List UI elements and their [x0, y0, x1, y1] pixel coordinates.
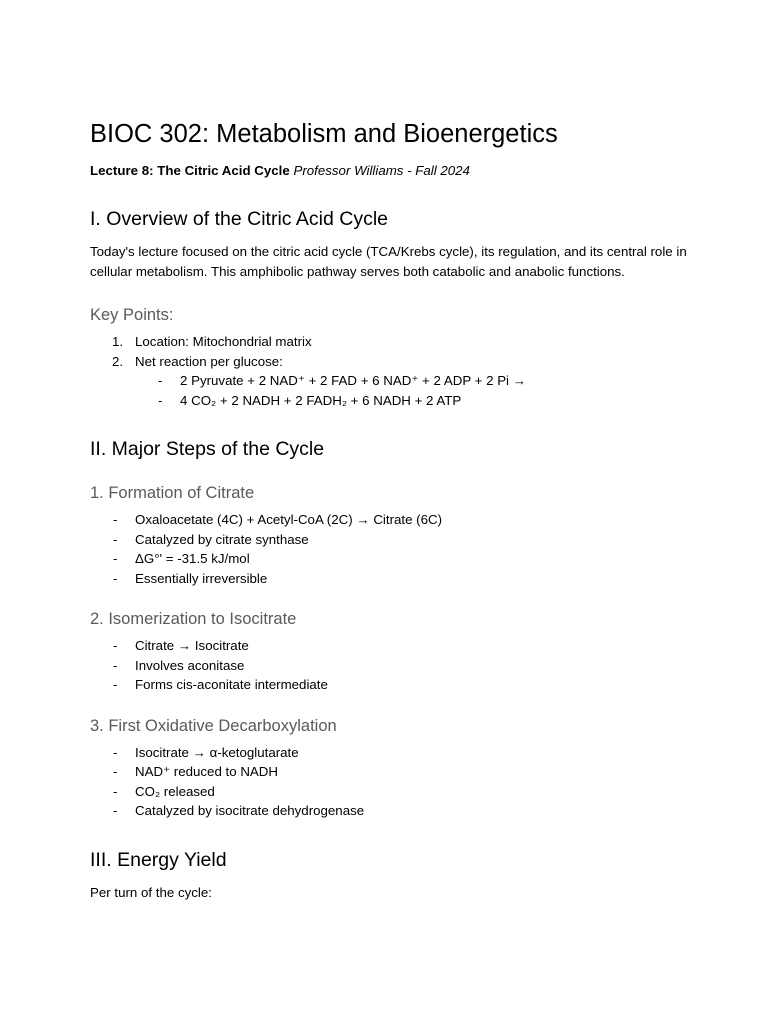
lecture-label: Lecture 8: The Citric Acid Cycle [90, 163, 290, 178]
step-points-citrate [90, 510, 690, 588]
step-points-isocitrate [90, 636, 690, 695]
list-item [90, 352, 690, 372]
reaction-list [90, 371, 690, 410]
list-item: - Forms cis-aconitate intermediate [90, 675, 690, 695]
step-heading-isocitrate: 2. Isomerization to Isocitrate [90, 610, 297, 628]
key-points-heading: Key Points: [90, 306, 174, 324]
overview-paragraph: Today's lecture focused on the citric acid cycle (TCA/Krebs cycle), its regulation, and its central role in cellular metabolism. This amphibolic pathway serves both catabolic and anabolic functions. [90, 244, 687, 279]
list-item: - Catalyzed by citrate synthase [90, 530, 690, 550]
list-item: - Catalyzed by isocitrate dehydrogenase [90, 801, 690, 821]
key-points-list [90, 332, 690, 371]
document-title: BIOC 302: Metabolism and Bioenergetics [90, 120, 558, 148]
section-heading-energy-yield: III. Energy Yield [90, 848, 227, 871]
list-number: 2. [112, 353, 124, 369]
energy-yield-paragraph: Per turn of the cycle: [90, 884, 212, 900]
list-item-text: Location: Mitochondrial matrix [135, 334, 312, 349]
document-body [90, 118, 690, 903]
list-item: - Oxaloacetate (4C) + Acetyl-CoA (2C) → Citrate (6C) [90, 510, 690, 530]
list-item: - Citrate → Isocitrate [90, 636, 690, 656]
list-item: - Essentially irreversible [90, 569, 690, 589]
list-item [90, 332, 690, 352]
list-item: - CO₂ released [90, 782, 690, 802]
step-heading-citrate: 1. Formation of Citrate [90, 484, 255, 502]
list-item-text: Net reaction per glucose: [135, 353, 283, 369]
list-item: - ΔG°' = -31.5 kJ/mol [90, 549, 690, 569]
list-item: - Involves aconitase [90, 656, 690, 676]
list-item: - NAD⁺ reduced to NADH [90, 762, 690, 782]
step-heading-decarboxylation: 3. First Oxidative Decarboxylation [90, 716, 337, 735]
list-number: 1. [112, 334, 124, 349]
list-item: - Isocitrate → α-ketoglutarate [90, 743, 690, 763]
step-points-decarboxylation [90, 743, 690, 821]
lecture-subtitle [90, 162, 690, 180]
section-heading-overview: I. Overview of the Citric Acid Cycle [90, 208, 389, 230]
reaction-line: - 4 CO₂ + 2 NADH + 2 FADH₂ + 6 NADH + 2 ATP [90, 391, 690, 411]
professor-term: Professor Williams - Fall 2024 [293, 163, 470, 178]
section-heading-major-steps: II. Major Steps of the Cycle [90, 438, 325, 460]
reaction-line: - 2 Pyruvate + 2 NAD⁺ + 2 FAD + 6 NAD⁺ + 2 ADP + 2 Pi → [90, 371, 690, 391]
